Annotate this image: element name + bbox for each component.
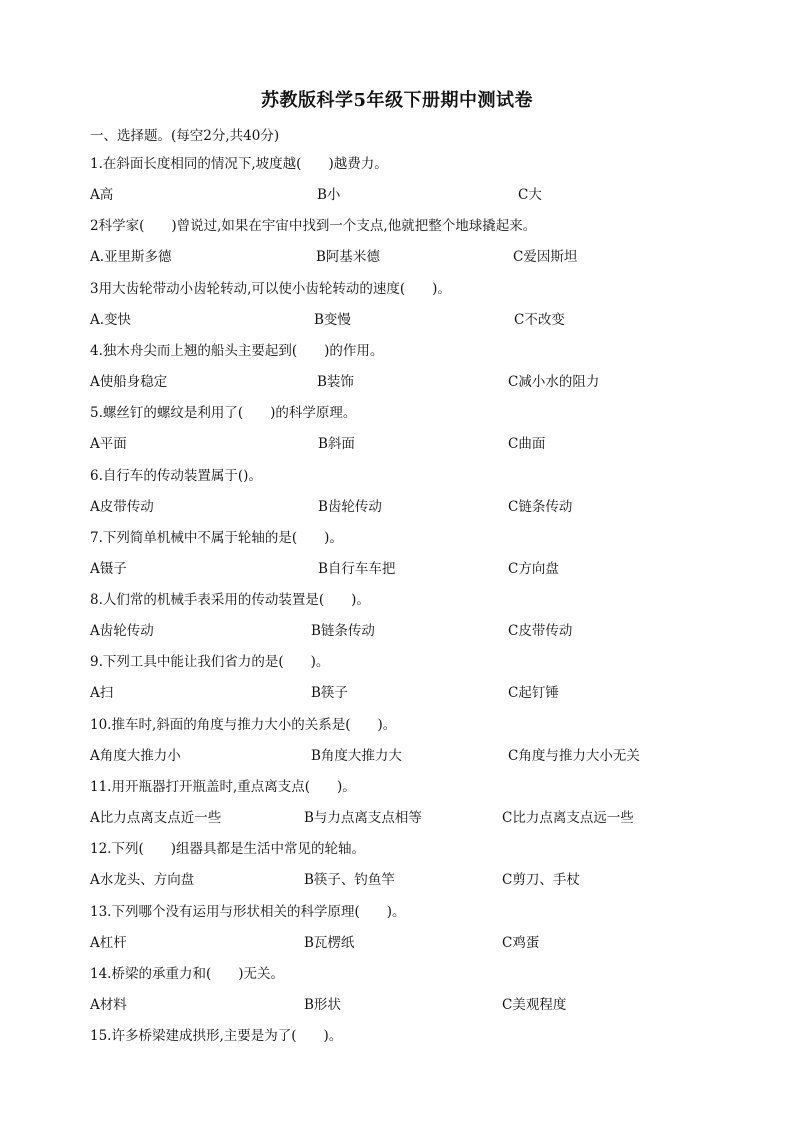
option-a: A高 [90, 187, 114, 203]
answer-options [90, 871, 730, 889]
option-c: C剪刀、手杖 [502, 872, 580, 889]
option-b: B筷子、钓鱼竿 [304, 872, 395, 889]
option-c: C方向盘 [508, 560, 559, 577]
answer-options [90, 560, 730, 578]
question-11 [90, 778, 730, 827]
option-c: C起钉锤 [508, 685, 559, 702]
option-c: C不改变 [514, 311, 565, 328]
question-text: 4.独木舟尖而上翘的船头主要起到( )的作用。 [90, 342, 384, 359]
answer-options [90, 996, 730, 1014]
question-7 [90, 529, 730, 578]
answer-options [90, 498, 730, 516]
option-c: C角度与推力大小无关 [508, 747, 640, 764]
question-text: 5.螺丝钉的螺纹是利用了( )的科学原理。 [90, 405, 357, 422]
answer-options [90, 747, 730, 765]
question-14 [90, 965, 730, 1014]
question-6 [90, 467, 730, 516]
exam-title: 苏教版科学5年级下册期中测试卷 [260, 90, 534, 111]
question-text: 3用大齿轮带动小齿轮转动,可以使小齿轮转动的速度( )。 [90, 280, 451, 297]
option-a: A使船身稳定 [90, 373, 168, 390]
option-b: B小 [317, 187, 341, 203]
option-c: C爱因斯坦 [513, 249, 578, 266]
question-text: 11.用开瓶器打开瓶盖时,重点离支点( )。 [90, 779, 356, 795]
option-b: B齿轮传动 [318, 498, 382, 515]
option-b: B斜面 [318, 436, 355, 453]
option-b: B角度大推力大 [311, 747, 402, 764]
question-9 [90, 653, 730, 702]
answer-options [90, 684, 730, 702]
question-text: 1.在斜面长度相同的情况下,坡度越( )越费力。 [90, 156, 388, 172]
question-text: 6.自行车的传动装置属于()。 [90, 467, 262, 484]
option-c: C大 [518, 187, 542, 203]
question-1 [90, 155, 730, 204]
question-13 [90, 903, 730, 952]
question-text: 12.下列( )组器具都是生活中常见的轮轴。 [90, 841, 366, 858]
option-b: B形状 [304, 996, 341, 1013]
question-text: 15.许多桥梁建成拱形,主要是为了( )。 [90, 1028, 343, 1045]
option-a: A.亚里斯多德 [90, 249, 172, 266]
option-c: C链条传动 [508, 498, 573, 515]
answer-options [90, 373, 730, 391]
answer-options [90, 934, 730, 952]
option-a: A比力点离支点近一些 [90, 810, 222, 826]
option-c: C减小水的阻力 [508, 373, 600, 390]
answer-options [90, 186, 730, 204]
question-5 [90, 404, 730, 453]
option-a: A皮带传动 [90, 498, 154, 515]
question-15 [90, 1027, 730, 1045]
answer-options [90, 248, 730, 266]
answer-options [90, 622, 730, 640]
question-text: 2科学家( )曾说过,如果在宇宙中找到一个支点,他就把整个地球撬起来。 [90, 218, 537, 235]
option-a: A杠杆 [90, 934, 127, 951]
option-b: B筷子 [311, 685, 348, 702]
answer-options [90, 809, 730, 827]
option-a: A水龙头、方向盘 [90, 872, 195, 889]
option-a: A扫 [90, 685, 114, 702]
question-text: 9.下列工具中能让我们省力的是( )。 [90, 654, 330, 671]
option-a: A齿轮传动 [90, 623, 154, 640]
question-text: 8.人们常的机械手表采用的传动装置是( )。 [90, 592, 370, 609]
option-b: B变慢 [314, 311, 351, 328]
question-8 [90, 591, 730, 640]
question-4 [90, 342, 730, 391]
option-c: C皮带传动 [508, 623, 573, 640]
option-a: A镊子 [90, 560, 127, 577]
question-2 [90, 217, 730, 266]
option-b: B与力点离支点相等 [304, 810, 422, 826]
option-a: A材料 [90, 996, 127, 1013]
question-text: 10.推车时,斜面的角度与推力大小的关系是( )。 [90, 716, 397, 733]
option-a: A角度大推力小 [90, 747, 181, 764]
option-b: B自行车车把 [318, 560, 396, 577]
option-c: C曲面 [508, 436, 546, 453]
option-b: B链条传动 [311, 623, 375, 640]
option-c: C比力点离支点远一些 [502, 810, 634, 826]
section-heading: 一、选择题。(每空2分,共40分) [90, 128, 280, 144]
question-12 [90, 840, 730, 889]
question-3 [90, 280, 730, 329]
option-a: A.变快 [90, 311, 132, 328]
option-b: B瓦楞纸 [304, 934, 355, 951]
question-text: 13.下列哪个没有运用与形状相关的科学原理( )。 [90, 903, 406, 920]
question-text: 14.桥梁的承重力和( )无关。 [90, 965, 285, 982]
option-c: C鸡蛋 [502, 934, 540, 951]
option-a: A平面 [90, 436, 127, 453]
answer-options [90, 435, 730, 453]
option-b: B阿基米德 [316, 249, 380, 266]
question-10 [90, 716, 730, 765]
question-text: 7.下列简单机械中不属于轮轴的是( )。 [90, 529, 343, 546]
answer-options [90, 311, 730, 329]
option-b: B装饰 [317, 373, 354, 390]
option-c: C美观程度 [502, 996, 567, 1013]
